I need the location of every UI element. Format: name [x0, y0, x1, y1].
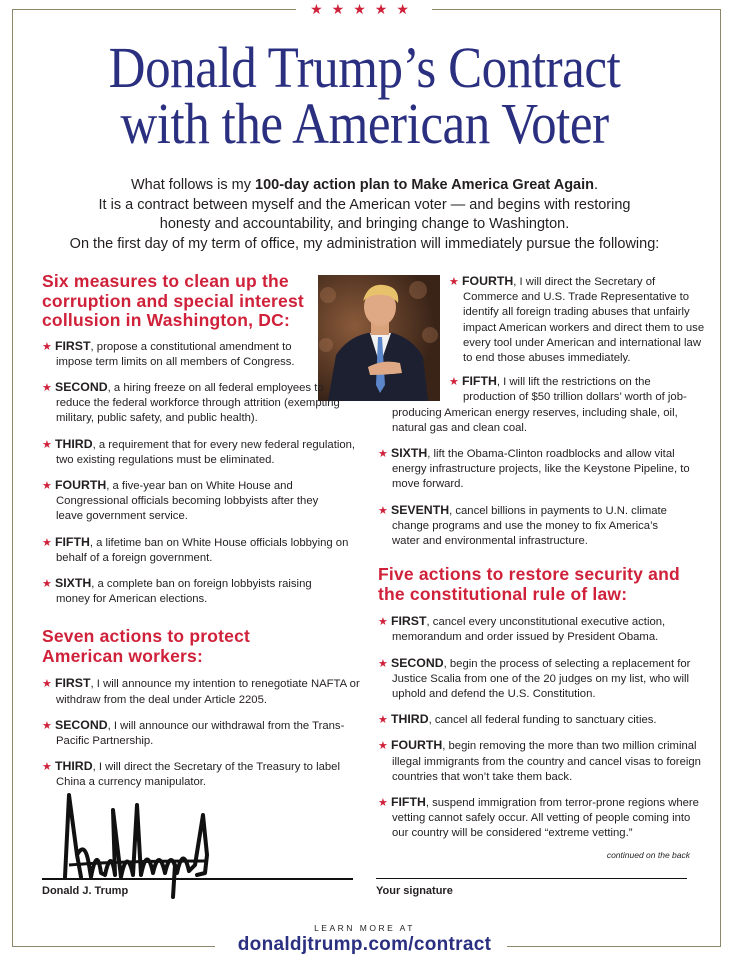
item-text: , cancel every unconstitutional executive action, memorandum and order issued by President Obama. [392, 616, 666, 644]
item-text: , begin removing the more than two million criminal illegal immigrants from the country and cancel visas to foreign countries that won’t take them back. [392, 740, 701, 783]
item-text: , I will direct the Secretary of the Treasury to label China a currency manipulator. [56, 761, 340, 789]
item-ordinal: FIRST [55, 338, 91, 353]
signature-line-trump [42, 878, 353, 880]
continued-note: continued on the back [606, 849, 690, 860]
item-text: , a hiring freeze on all federal employees to reduce the federal workforce through attrition (exempting military, public safety, and public health). [56, 381, 340, 425]
frame-right [720, 9, 721, 947]
section-heading-workers: Seven actions to protect American workers: [42, 626, 251, 666]
signature-label-trump: Donald J. Trump [42, 885, 129, 897]
intro-text: . [594, 177, 599, 193]
signature-line-voter[interactable] [376, 878, 687, 879]
frame-top-right [432, 9, 721, 10]
item-text: , a lifetime ban on White House officials lobbying on behalf of a foreign government. [56, 536, 349, 564]
intro [0, 176, 729, 254]
title-line-2: with the American Voter [120, 91, 609, 156]
star-icon: ★ [378, 657, 388, 670]
right-column [378, 274, 706, 863]
intro-bold: 100-day action plan to Make America Great Again [255, 177, 595, 193]
list-item [42, 478, 346, 525]
item-ordinal: SIXTH [55, 575, 92, 590]
left-column [42, 272, 360, 791]
item-text: , a five-year ban on White House and Congressional officials becoming lobbyists after they leave government service. [56, 479, 319, 523]
intro-line-2: It is a contract between myself and the American voter — and begins with restoring [98, 196, 631, 213]
contract-url-link[interactable]: donaldjtrump.com/contract [237, 934, 492, 955]
list-item [42, 718, 360, 749]
list-item [42, 339, 316, 370]
item-text: , suspend immigration from terror-prone regions where vetting cannot safely occur. All vetting of people coming into our country will be considered “extreme vetting.” [392, 797, 699, 840]
item-text: , I will lift the restrictions on the production of $50 trillion dollars’ worth of job-producing American energy reserves, including shale, oil, natural gas and clean coal. [392, 376, 687, 434]
item-text: , cancel billions in payments to U.N. climate change programs and use the money to fix America’s water and environmental infrastructure. [392, 504, 667, 548]
list-item [378, 738, 706, 785]
list-item [42, 576, 346, 607]
item-ordinal: THIRD [391, 712, 429, 727]
star-icon: ★ [378, 616, 388, 629]
item-text: , a complete ban on foreign lobbyists raising money for American elections. [56, 577, 312, 606]
intro-line-4: On the first day of my term of office, my administration will immediately pursue the following: [69, 235, 660, 252]
star-icon: ★ [378, 714, 388, 727]
star-icon: ★ [42, 479, 52, 492]
item-text: , a requirement that for every new federal regulation, two existing regulations must be eliminated. [56, 438, 356, 466]
item-text: , begin the process of selecting a replacement for Justice Scalia from one of the 20 judges on my list, who will uphold and defend the U.S. Constitution. [392, 657, 691, 701]
list-item [378, 446, 706, 493]
list-item [42, 535, 360, 566]
star-icon: ★ [449, 276, 459, 288]
list-item [378, 795, 706, 842]
star-icon: ★ [42, 438, 52, 451]
title-line-1: Donald Trump’s Contract [108, 35, 621, 100]
star-icon: ★ [449, 376, 459, 389]
item-text: , cancel all federal funding to sanctuary cities. [428, 714, 657, 727]
item-text: , I will announce our withdrawal from the Trans-Pacific Partnership. [56, 719, 345, 747]
item-ordinal: FOURTH [462, 274, 514, 288]
list-item [378, 656, 706, 703]
star-icon: ★ [42, 761, 52, 774]
item-ordinal: SECOND [391, 655, 444, 670]
item-text: , I will direct the Secretary of Commerce and U.S. Trade Representative to identify all foreign trading abuses that unfairly impact American workers and direct them to use every tool under American and international law to end those abuses immediately. [463, 276, 705, 365]
item-ordinal: FIFTH [462, 374, 497, 389]
list-item [378, 503, 682, 550]
intro-line-3: honesty and accountability, and bringing change to Washington. [159, 216, 570, 232]
list-item [378, 712, 706, 728]
learn-more-label: LEARN MORE AT [314, 923, 415, 933]
list-item [42, 437, 360, 468]
star-icon: ★ [378, 504, 388, 517]
star-icon: ★ [42, 719, 52, 732]
star-icon: ★ [378, 740, 388, 753]
item-ordinal: THIRD [55, 759, 93, 774]
star-icon: ★ [378, 797, 388, 810]
intro-text: What follows is my [130, 177, 256, 193]
star-icon: ★ [42, 536, 52, 549]
list-item [42, 380, 348, 427]
list-item [42, 676, 360, 707]
signature-image [55, 785, 225, 900]
star-icon: ★ [42, 577, 52, 590]
star-icon: ★ [378, 448, 388, 461]
frame-top-left [12, 9, 296, 10]
star-icon: ★ [42, 678, 52, 691]
section-heading-corruption: Six measures to clean up the corruption and special interest collusion in Washington, DC: [42, 271, 304, 330]
item-ordinal: FOURTH [55, 477, 107, 492]
frame-left [12, 9, 13, 947]
item-ordinal: THIRD [55, 436, 93, 451]
item-ordinal: SECOND [55, 379, 108, 394]
item-ordinal: FIRST [55, 676, 91, 691]
item-text: , lift the Obama-Clinton roadblocks and allow vital energy infrastructure projects, like the Keystone Pipeline, to move forward. [392, 448, 690, 491]
item-ordinal: FIFTH [55, 534, 90, 549]
intro-line-1 [0, 176, 729, 196]
item-ordinal: FIRST [391, 614, 427, 629]
item-ordinal: SIXTH [391, 446, 428, 461]
item-ordinal: FIFTH [391, 795, 426, 810]
section-heading-security: Five actions to restore security and the constitutional rule of law: [378, 564, 680, 604]
item-ordinal: FOURTH [391, 738, 443, 753]
item-text: , propose a constitutional amendment to impose term limits on all members of Congress. [56, 340, 295, 368]
item-text: , I will announce my intention to renegotiate NAFTA or withdraw from the deal under Article 2205. [56, 678, 360, 706]
star-icon: ★ [42, 381, 52, 394]
signature-label-voter: Your signature [376, 885, 453, 897]
list-item [378, 614, 706, 645]
page-title [44, 35, 686, 156]
star-icon: ★ [42, 340, 52, 353]
item-ordinal: SEVENTH [391, 502, 450, 517]
item-ordinal: SECOND [55, 717, 108, 732]
stars-decoration: ★★★★★ [310, 1, 418, 17]
